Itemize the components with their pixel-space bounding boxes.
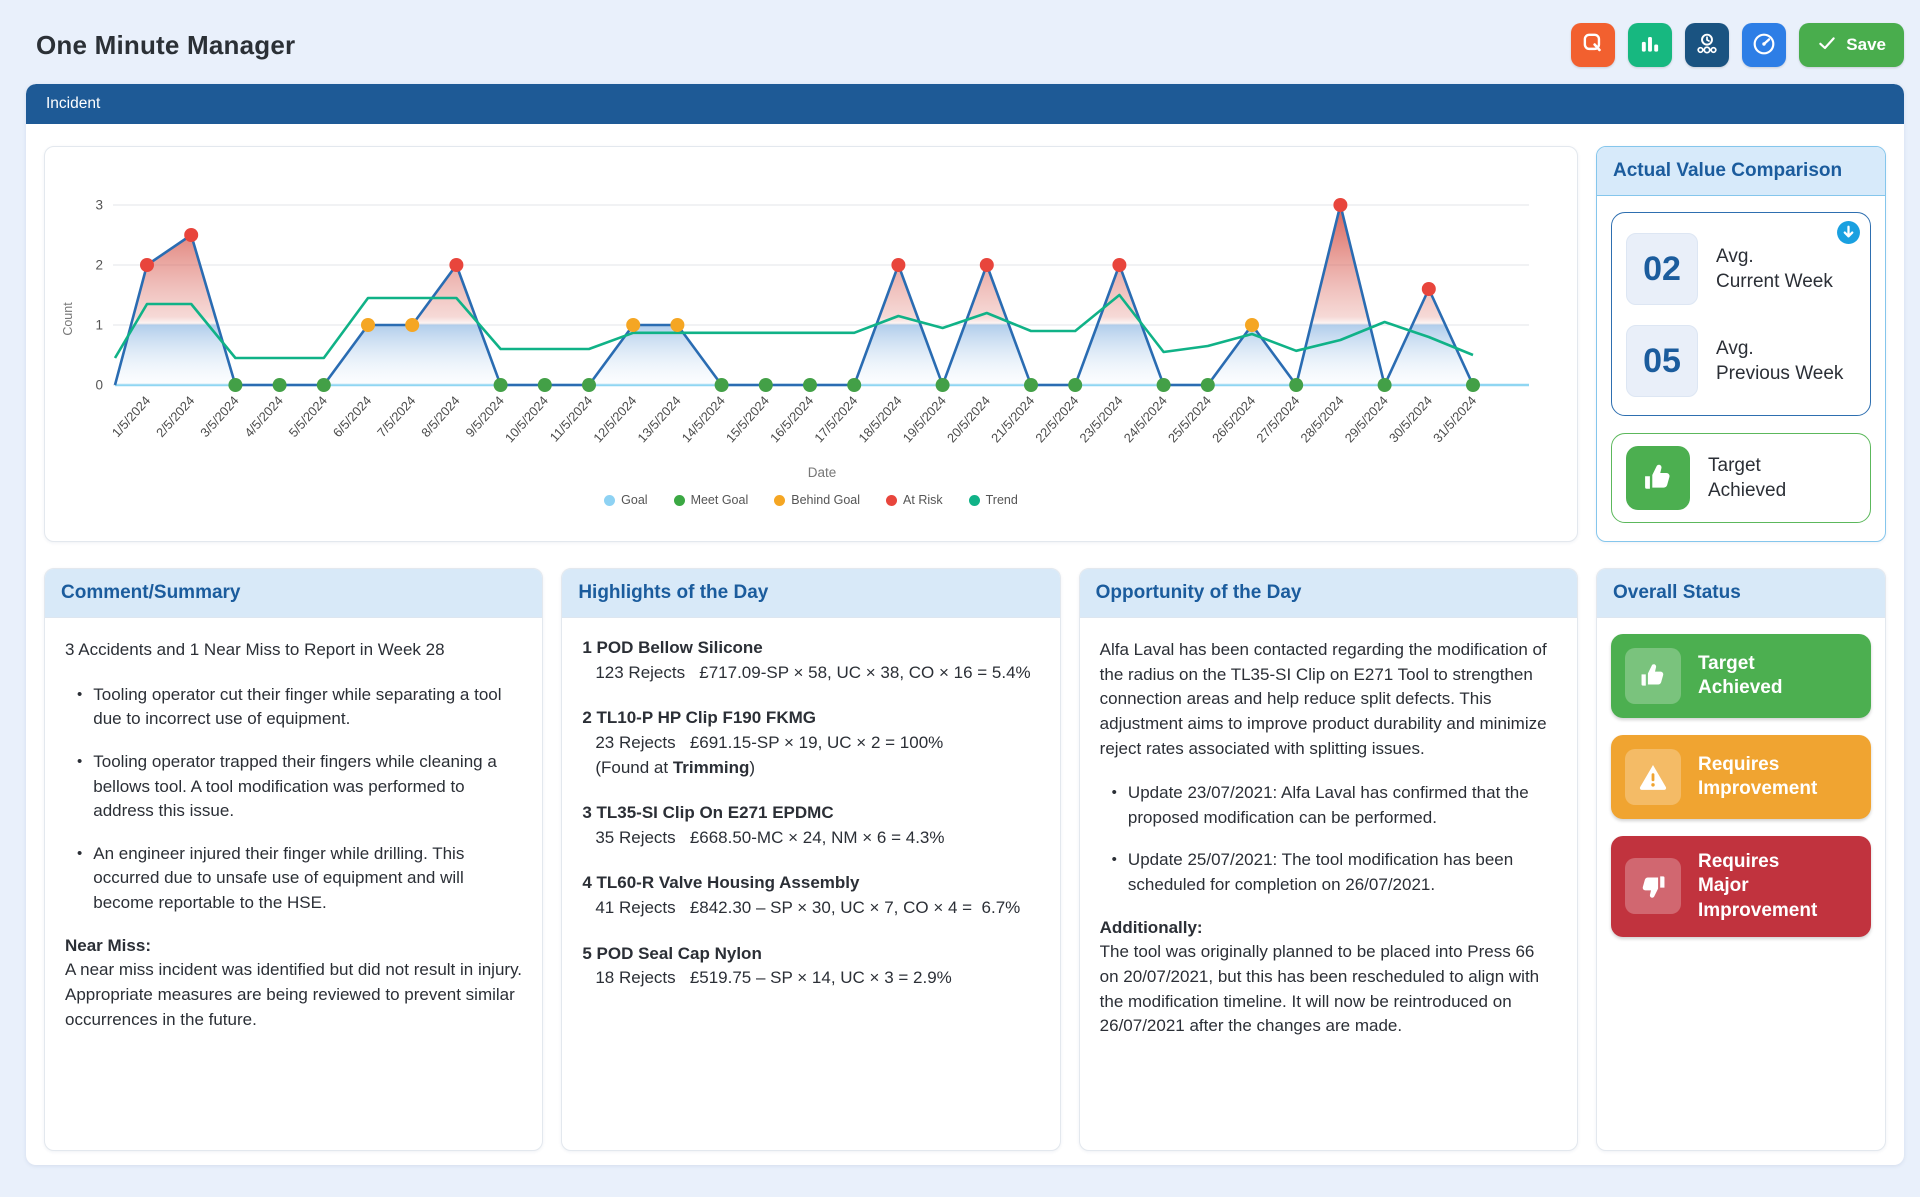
thumbs-down-icon — [1625, 858, 1681, 914]
legend-item-behind-goal[interactable]: Behind Goal — [774, 493, 860, 507]
highlight-item — [582, 871, 1039, 920]
comment-bullet: • Tooling operator trapped their fingers while cleaning a bellows tool. A tool modification was performed to address this issue. — [77, 750, 522, 824]
highlight-item-detail: 18 Rejects £519.75 – SP × 14, UC × 3 = 2.9% — [595, 968, 952, 988]
svg-text:9/5/2024: 9/5/2024 — [462, 392, 507, 441]
comment-intro: 3 Accidents and 1 Near Miss to Report in Week 28 — [65, 640, 445, 659]
svg-text:13/5/2024: 13/5/2024 — [634, 392, 684, 446]
additionally-label: Additionally: — [1099, 917, 1203, 937]
chart-legend — [57, 493, 1565, 507]
avg-value: 02 — [1626, 233, 1698, 305]
target-achieved-label: Target Achieved — [1708, 454, 1787, 501]
svg-text:12/5/2024: 12/5/2024 — [590, 392, 640, 446]
status-button-label: Target Achieved — [1697, 652, 1783, 698]
highlight-item-title: 1 POD Bellow Silicone — [582, 638, 763, 657]
status-button-list — [1597, 618, 1885, 953]
highlight-item-title: 5 POD Seal Cap Nylon — [582, 943, 762, 963]
bullet-dot: • — [1111, 851, 1117, 869]
highlight-item-detail: 23 Rejects £691.15-SP × 19, UC × 2 = 100% — [595, 732, 944, 752]
svg-text:1/5/2024: 1/5/2024 — [108, 392, 154, 441]
check-icon — [1817, 33, 1837, 58]
svg-text:14/5/2024: 14/5/2024 — [678, 392, 728, 446]
svg-text:27/5/2024: 27/5/2024 — [1253, 392, 1303, 446]
svg-text:11/5/2024: 11/5/2024 — [546, 392, 596, 445]
comment-bullet: • Tooling operator cut their finger while separating a tool due to incorrect use of equipment. — [77, 683, 522, 732]
highlight-item-title: 4 TL60-R Valve Housing Assembly — [582, 873, 860, 893]
legend-item-meet-goal[interactable]: Meet Goal — [674, 493, 749, 507]
toolbar — [1571, 23, 1904, 67]
near-miss-text: A near miss incident was identified but did not result in injury. Appropriate measures are being reviewed to prevent similar occurrences in the future. — [65, 960, 523, 1029]
svg-text:22/5/2024: 22/5/2024 — [1032, 392, 1082, 446]
svg-text:18/5/2024: 18/5/2024 — [855, 392, 905, 446]
highlight-item-title: 3 TL35-SI Clip On E271 EPDMC — [582, 803, 834, 823]
svg-text:19/5/2024: 19/5/2024 — [899, 392, 949, 446]
legend-dot — [604, 495, 615, 506]
highlight-item — [582, 801, 1039, 850]
additionally-text: The tool was originally planned to be placed into Press 66 on 20/07/2021, but this has been rescheduled to align with the modification timeline. It will now be reintroduced on 26/07/2021 after the changes are made. — [1099, 942, 1540, 1036]
bullet-dot: • — [1111, 784, 1117, 802]
opportunity-bullet: • Update 23/07/2021: Alfa Laval has confirmed that the proposed modification can be performed. — [1112, 781, 1557, 830]
incident-trend-chart-card — [44, 146, 1578, 542]
main-container — [26, 84, 1904, 1165]
status-button-requires-major-improvement[interactable] — [1611, 836, 1871, 937]
svg-text:6/5/2024: 6/5/2024 — [329, 392, 375, 441]
svg-text:3: 3 — [95, 197, 103, 213]
avg-label: Avg. Previous Week — [1716, 337, 1844, 384]
legend-item-at-risk[interactable]: At Risk — [886, 493, 943, 507]
svg-text:31/5/2024: 31/5/2024 — [1429, 392, 1480, 446]
warning-triangle-icon — [1625, 749, 1681, 805]
save-button-label: Save — [1846, 35, 1886, 54]
svg-text:3/5/2024: 3/5/2024 — [197, 392, 242, 441]
opportunity-panel — [1079, 568, 1578, 1151]
near-miss-label: Near Miss: — [65, 935, 151, 955]
legend-dot — [774, 495, 785, 506]
opportunity-intro: Alfa Laval has been contacted regarding the modification of the radius on the TL35-SI Clip on E271 Tool to strengthen connection areas and help reduce split defects. This adjustment aims to improve product durability and minimize reject rates associated with splitting issues. — [1099, 640, 1547, 758]
legend-dot — [969, 495, 980, 506]
overall-status-title: Overall Status — [1597, 569, 1885, 618]
highlight-item-detail: 41 Rejects £842.30 – SP × 30, UC × 7, CO × 4 = 6.7% — [595, 898, 1021, 918]
bullet-dot: • — [77, 685, 83, 703]
process-timeline-icon — [1694, 31, 1720, 60]
tab-incident[interactable] — [26, 84, 1904, 124]
svg-text:23/5/2024: 23/5/2024 — [1076, 392, 1126, 446]
gauge-icon — [1751, 31, 1777, 60]
legend-dot — [674, 495, 685, 506]
svg-text:2/5/2024: 2/5/2024 — [152, 392, 198, 441]
actual-value-comparison-title: Actual Value Comparison — [1597, 147, 1885, 196]
comment-summary-panel — [44, 568, 543, 1151]
highlights-panel — [561, 568, 1060, 1151]
svg-text:5/5/2024: 5/5/2024 — [285, 392, 331, 441]
highlight-item — [582, 706, 1039, 780]
opportunity-bullet-list — [1100, 781, 1557, 898]
svg-text:24/5/2024: 24/5/2024 — [1120, 392, 1170, 446]
highlight-item-note: (Found at Trimming) — [595, 757, 756, 777]
quality-q-icon — [1580, 31, 1606, 60]
svg-text:7/5/2024: 7/5/2024 — [373, 392, 419, 441]
svg-text:26/5/2024: 26/5/2024 — [1208, 392, 1259, 446]
svg-text:29/5/2024: 29/5/2024 — [1341, 392, 1391, 446]
svg-text:2: 2 — [95, 257, 103, 273]
opportunity-bullet: • Update 25/07/2021: The tool modification has been scheduled for completion on 26/07/2021. — [1112, 848, 1557, 897]
thumbs-up-icon — [1626, 446, 1690, 510]
content-area — [26, 124, 1904, 1165]
status-button-requires-improvement[interactable] — [1611, 735, 1871, 819]
svg-text:10/5/2024: 10/5/2024 — [501, 392, 552, 446]
svg-text:15/5/2024: 15/5/2024 — [722, 392, 773, 446]
save-button[interactable] — [1799, 23, 1904, 67]
quality-q-icon-button[interactable] — [1571, 23, 1615, 67]
svg-text:28/5/2024: 28/5/2024 — [1297, 392, 1347, 446]
status-button-label: Requires Major Improvement — [1697, 851, 1818, 921]
avg-row — [1626, 233, 1856, 305]
highlight-item-title: 2 TL10-P HP Clip F190 FKMG — [582, 708, 816, 728]
trend-down-badge — [1836, 220, 1861, 245]
legend-dot — [886, 495, 897, 506]
legend-item-trend[interactable]: Trend — [969, 493, 1018, 507]
comment-bullet-list — [65, 683, 522, 916]
opportunity-title: Opportunity of the Day — [1080, 569, 1577, 618]
tab-incident-label: Incident — [46, 95, 101, 112]
comment-bullet: • An engineer injured their finger while drilling. This occurred due to unsafe use of equipment and will become reportable to the HSE. — [77, 842, 522, 916]
highlight-item-detail: 123 Rejects £717.09-SP × 58, UC × 38, CO × 16 = 5.4% — [595, 662, 1031, 682]
avg-row — [1626, 325, 1856, 397]
svg-text:1: 1 — [95, 317, 103, 333]
top-bar — [0, 0, 1920, 84]
svg-text:Count: Count — [61, 302, 75, 336]
svg-text:Date: Date — [807, 465, 837, 480]
page-title: One Minute Manager — [36, 29, 296, 60]
svg-text:4/5/2024: 4/5/2024 — [241, 392, 286, 441]
avg-value: 05 — [1626, 325, 1698, 397]
bar-chart-icon-button[interactable] — [1628, 23, 1672, 67]
svg-text:21/5/2024: 21/5/2024 — [987, 392, 1038, 446]
gauge-icon-button[interactable] — [1742, 23, 1786, 67]
process-timeline-icon-button[interactable] — [1685, 23, 1729, 67]
status-button-target-achieved[interactable] — [1611, 634, 1871, 718]
svg-text:0: 0 — [95, 377, 103, 393]
actual-value-comparison-panel — [1596, 146, 1886, 542]
legend-item-goal[interactable]: Goal — [604, 493, 647, 507]
svg-text:25/5/2024: 25/5/2024 — [1164, 392, 1215, 446]
svg-text:17/5/2024: 17/5/2024 — [811, 392, 861, 446]
highlight-item — [582, 942, 1039, 991]
bullet-dot: • — [77, 752, 83, 770]
highlight-item-list — [562, 618, 1059, 1030]
avg-label: Avg. Current Week — [1716, 245, 1833, 292]
svg-text:16/5/2024: 16/5/2024 — [766, 392, 817, 446]
svg-text:30/5/2024: 30/5/2024 — [1385, 392, 1436, 446]
overall-status-panel — [1596, 568, 1886, 1151]
thumbs-up-icon — [1625, 648, 1681, 704]
bullet-dot: • — [77, 844, 83, 862]
svg-text:20/5/2024: 20/5/2024 — [943, 392, 994, 446]
svg-text:8/5/2024: 8/5/2024 — [418, 392, 463, 441]
comment-summary-title: Comment/Summary — [45, 569, 542, 618]
bar-chart-icon — [1637, 31, 1663, 60]
highlight-item — [582, 636, 1039, 685]
avg-comparison-card — [1611, 212, 1871, 416]
incident-trend-chart — [57, 163, 1565, 485]
target-achieved-card[interactable] — [1611, 433, 1871, 523]
highlights-title: Highlights of the Day — [562, 569, 1059, 618]
status-button-label: Requires Improvement — [1697, 753, 1818, 799]
highlight-item-detail: 35 Rejects £668.50-MC × 24, NM × 6 = 4.3% — [595, 827, 945, 847]
